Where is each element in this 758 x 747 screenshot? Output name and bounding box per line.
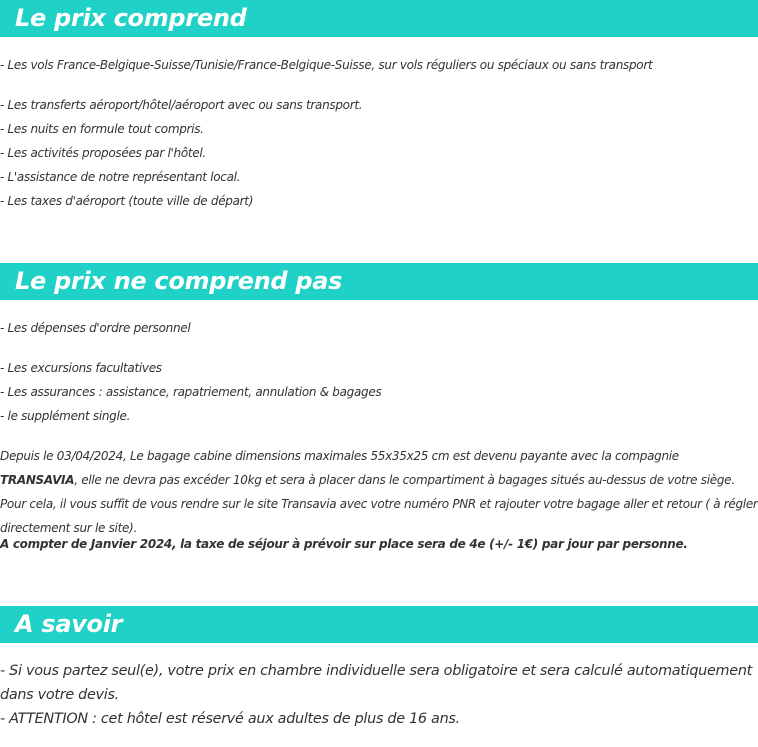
- included-item-nights: - Les nuits en formule tout compris.: [0, 122, 204, 136]
- included-item-flights: - Les vols France-Belgique-Suisse/Tunisie/France-Belgique-Suisse, sur vols réguliers ou spéciaux ou sans transport: [0, 58, 653, 72]
- excluded-item-single: - le supplément single.: [0, 409, 131, 423]
- know-item-single-room: - Si vous partez seul(e), votre prix en chambre individuelle sera obligatoire et sera calculé automatiquement dans votre devis.: [0, 663, 752, 703]
- section-title-included: Le prix comprend: [15, 4, 247, 32]
- excluded-item-excursions: - Les excursions facultatives: [0, 361, 162, 375]
- tax-note: A compter de Janvier 2024, la taxe de séjour à prévoir sur place sera de 4e (+/- 1€) par jour par personne.: [0, 537, 688, 551]
- baggage-note-after: , elle ne devra pas excéder 10kg et sera à placer dans le compartiment à bagages situés au-dessus de votre siège. Pour cela, il vous suffit de vous rendre sur le site Transavia avec votre numéro PNR et rajouter votre bagage aller et retour ( à régler directement sur le site).: [0, 473, 758, 535]
- included-item-transfers: - Les transferts aéroport/hôtel/aéroport avec ou sans transport.: [0, 98, 363, 112]
- section-header-know: [0, 606, 758, 643]
- included-item-activities: - Les activités proposées par l'hôtel.: [0, 146, 206, 160]
- baggage-note-airline: TRANSAVIA: [0, 473, 75, 487]
- baggage-note: [0, 444, 758, 540]
- included-item-taxes: - Les taxes d'aéroport (toute ville de départ): [0, 194, 254, 208]
- section-title-know: A savoir: [15, 610, 123, 638]
- section-header-excluded: [0, 263, 758, 300]
- section-title-excluded: Le prix ne comprend pas: [15, 267, 343, 295]
- know-item-adults-only: - ATTENTION : cet hôtel est réservé aux adultes de plus de 16 ans.: [0, 711, 460, 727]
- baggage-note-before: Depuis le 03/04/2024, Le bagage cabine dimensions maximales 55x35x25 cm est devenu payante avec la compagnie: [0, 449, 679, 463]
- excluded-item-insurance: - Les assurances : assistance, rapatriement, annulation & bagages: [0, 385, 382, 399]
- excluded-item-personal: - Les dépenses d'ordre personnel: [0, 321, 191, 335]
- section-header-included: [0, 0, 758, 37]
- included-item-assistance: - L'assistance de notre représentant local.: [0, 170, 241, 184]
